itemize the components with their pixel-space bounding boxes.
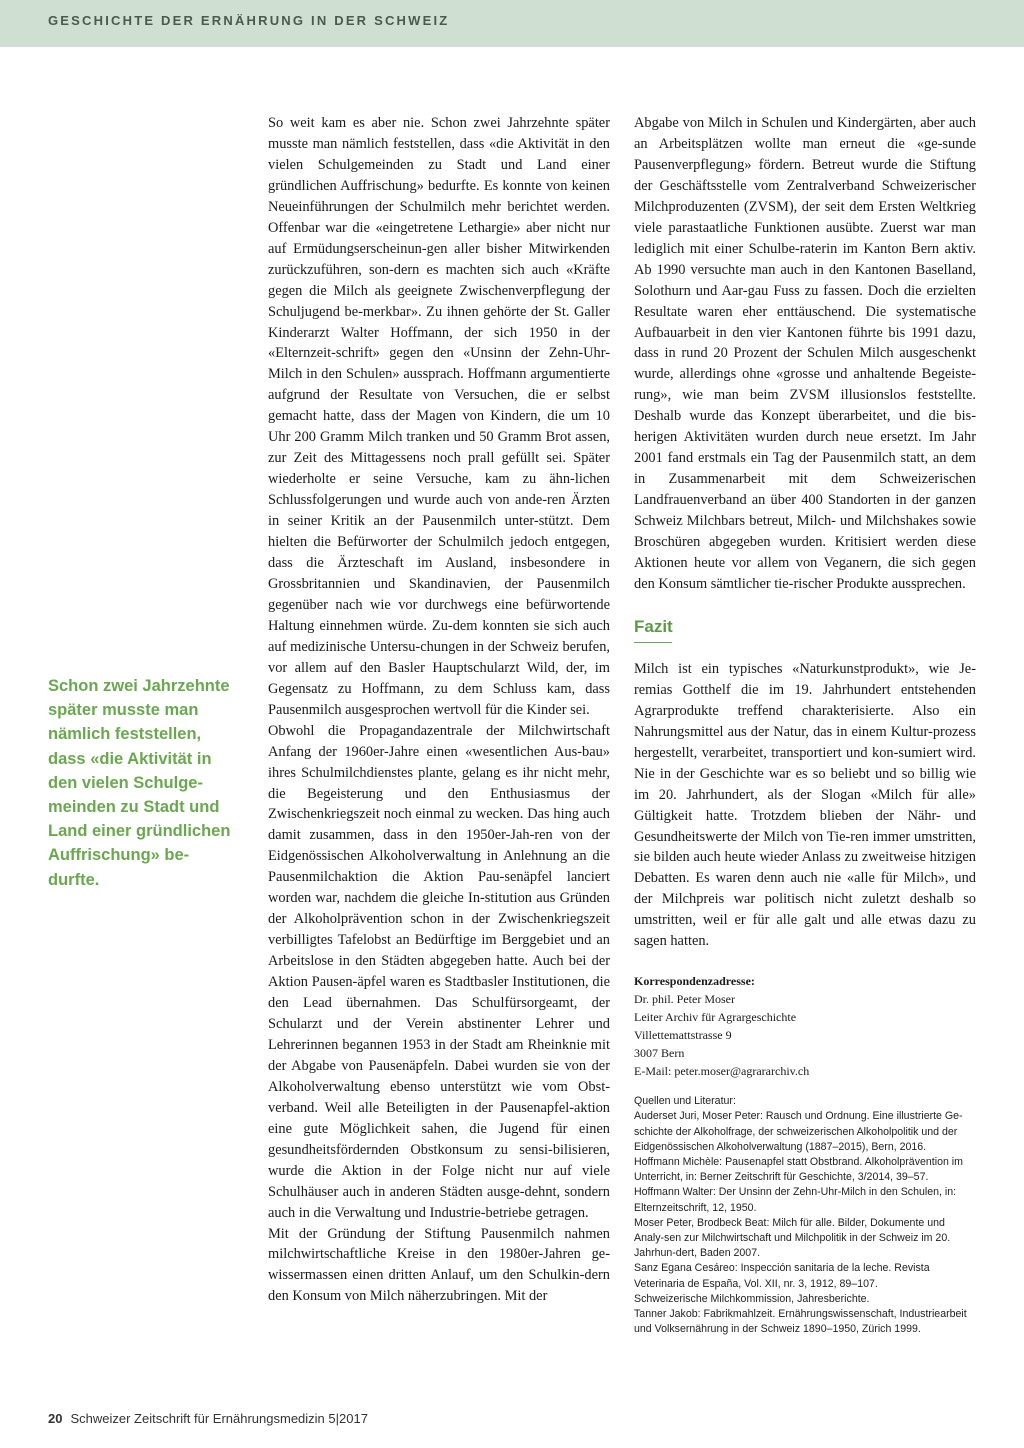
source-entry: Hoffmann Michèle: Pausenapfel statt Obstbrand. Alkoholprävention im Unterricht, in: Berner Zeitschrift für Geschichte, 3/2014, 39–57. — [634, 1156, 963, 1184]
source-entry: Schweizerische Milchkommission, Jahresberichte. — [634, 1292, 870, 1305]
paragraph: So weit kam es aber nie. Schon zwei Jahrzehnte später musste man nämlich feststellen, dass «die Aktivität in den vielen Schulgemeinden zu Stadt und Land einer gründlichen Auffrischung» bedurfte. Es konnte von keinen Neueinführungen der Schulmilch mehr berichtet werden. Offenbar war die «eingetretene Lethargie» aber nicht nur auf Ermüdungserscheinun-gen aller bisher Mitwirkenden zurückzuführen, son-dern es machten sich auch «Kräfte gegen die Milch als geeignete Zwischenverpflegung der Schuljugend be-merkbar». Zu ihnen gehörte der St. Galler Kinderarzt Walter Hoffmann, der sich 1950 in der «Elternzeit-schrift» gegen den «Unsinn der Zehn-Uhr-Milch in den Schulen» aussprach. Hoffmann argumentierte aufgrund der Resultate von Versuchen, die er selbst gemacht hatte, dass der Magen von Kindern, die um 10 Uhr 200 Gramm Milch tranken und 50 Gramm Brot assen, zur Zeit des Mittagessens noch prall gefüllt sei. Später wiederholte er seine Versuche, kam zu ähn-lichen Schlussfolgerungen und wurde auch von ande-ren Ärzten in seiner Kritik an der Pausenmilch unter-stützt. Dem hielten die Befürworter der Schulmilch jedoch entgegen, dass die Ärzteschaft im Ausland, insbesondere in Grossbritannien und Skandinavien, der Pausenmilch gegenüber nach wie vor durchwegs eine befürwortende Haltung einnehmen würde. Zu-dem konnten sie sich auch auf medizinische Untersu-chungen in der Schweiz berufen, vor allem auf den Basler Hauptschularzt Wild, der, im Gegensatz zu Hoffmann, zu dem Schluss kam, dass Pausenmilch ausgesprochen wertvoll für die Kinder sei. — [268, 115, 610, 718]
contact-block — [634, 972, 976, 1080]
fazit-section — [634, 595, 976, 643]
contact-line: Leiter Archiv für Agrargeschichte — [634, 1010, 797, 1025]
section-title: GESCHICHTE DER ERNÄHRUNG IN DER SCHWEIZ — [48, 13, 450, 28]
header-band — [0, 0, 1024, 47]
page-number: 20 — [48, 1411, 63, 1426]
article-column-right — [634, 113, 976, 1337]
source-entry: Hoffmann Walter: Der Unsinn der Zehn-Uhr-Milch in den Schulen, in: Elternzeitschrift, 12, 1950. — [634, 1186, 957, 1214]
page-footer — [48, 1411, 368, 1426]
source-entry: Auderset Juri, Moser Peter: Rausch und Ordnung. Eine illustrierte Ge-schichte der Alkoholfrage, der schweizerischen Alkoholpolitik und der Eidgenössischen Alkoholverwaltung (1887–2015), Bern, 2016. — [634, 1110, 963, 1153]
source-entry: Tanner Jakob: Fabrikmahlzeit. Ernährungswissenschaft, Industriearbeit und Volksernährung in der Schweiz 1890–1950, Zürich 1999. — [634, 1308, 967, 1336]
journal-name: Schweizer Zeitschrift für Ernährungsmedizin 5|2017 — [70, 1411, 368, 1426]
contact-line: 3007 Bern — [634, 1046, 685, 1061]
pull-quote: Schon zwei Jahrzehnte später musste man nämlich feststellen, dass «die Aktivität in den vielen Schulge-meinden zu Stadt und Land einer gründlichen Auffrischung» be-durfte. — [48, 677, 231, 889]
paragraph: Mit der Gründung der Stiftung Pausenmilch nahmen milchwirtschaftliche Kreise in den 1980er-Jahren ge-wissermassen einen dritten Anlauf, um den Schulkin-dern den Konsum von Milch näherzubringen. Mit der — [268, 1225, 610, 1305]
contact-line: Villettemattstrasse 9 — [634, 1028, 732, 1043]
article-column-middle — [268, 113, 610, 1307]
contact-line: Dr. phil. Peter Moser — [634, 992, 735, 1007]
sources-block — [634, 1094, 976, 1337]
fazit-paragraph: Milch ist ein typisches «Naturkunstprodukt», wie Je-remias Gotthelf die im 19. Jahrhundert entstehenden Agrarprodukte treffend charakterisierte. Also ein Nahrungsmittel aus der Natur, das in einem Kultur-prozess hergestellt, verarbeitet, transportiert und kon-sumiert wird. Nie in der Geschichte war es so beliebt und so billig wie im 20. Jahrhundert, als der Slogan «Milch für alle» Gültigkeit hatte. Trotzdem blieben der Nähr- und Gesundheitswerte der Milch von Tie-ren immer umstritten, sie bilden auch heute wieder Anlass zu zweitweise hitzigen Debatten. Es waren denn auch nie «alle für Milch», und der Milchpreis war politisch nicht zuletzt deshalb so umstritten, weil er für alle galt und alle etwas dazu zu sagen hatten. — [634, 660, 976, 950]
source-entry: Moser Peter, Brodbeck Beat: Milch für alle. Bilder, Dokumente und Analy-sen zur Milchwirtschaft und Milchpolitik in der Schweiz im 20. Jahrhun-dert, Baden 2007. — [634, 1216, 951, 1260]
fazit-heading: Fazit — [634, 617, 672, 643]
contact-label: Korrespondenzadresse: — [634, 974, 755, 989]
sources-label: Quellen und Literatur: — [634, 1095, 736, 1108]
source-entry: Sanz Egana Cesáreo: Inspección sanitaria de la leche. Revista Veterinaria de España, Vol. XII, nr. 3, 1912, 89–107. — [634, 1262, 930, 1290]
paragraph: Abgabe von Milch in Schulen und Kindergärten, aber auch an Arbeitsplätzen wollte man erneut die «ge-sunde Pausenverpflegung» fördern. Betreut wurde die Stiftung der Geschäftsstelle vom Zentralverband Schweizerischer Milchproduzenten (ZVSM), der seit dem Ersten Weltkrieg viele parastaatliche Funktionen ausübte. Zuerst war man lediglich mit einer Schulbe-raterin im Kanton Bern aktiv. Ab 1990 versuchte man auch in den Kantonen Baselland, Solothurn und Aar-gau Fuss zu fassen. Doch die erzielten Resultate waren eher enttäuschend. Die systematische Aufbauarbeit in den vier Kantonen führte bis 1991 dazu, dass in rund 20 Prozent der Schulen Milch ausgeschenkt wurde, allerdings ohne «grosse und anhaltende Begeiste-rung», wie man beim ZVSM illusionslos feststellte. Deshalb wurde das Konzept überarbeitet, und die bis-herigen Aktivitäten wurden durch neue ersetzt. Im Jahr 2001 fand erstmals ein Tag der Pausenmilch statt, an dem in Zusammenarbeit mit dem Schweizerischen Landfrauenverband an über 400 Standorten in der ganzen Schweiz Milchbars betreut, Milch- und Milchshakes sowie Broschüren abgegeben wurden. Kritisiert werden diese Aktionen heute vor allem von Veganern, die sich gegen den Konsum sämtlicher tie-rischer Produkte aussprechen. — [634, 115, 976, 592]
paragraph: Obwohl die Propagandazentrale der Milchwirtschaft Anfang der 1960er-Jahre einen «wesentlichen Aus-bau» ihres Schulmilchdienstes plante, gelang es ihr nicht mehr, die Begeisterung und den Enthusiasmus der Zwischenkriegszeit noch einmal zu wecken. Das hing auch damit zusammen, dass in den 1950er-Jah-ren von der Eidgenössischen Alkoholverwaltung in Anlehnung an die Pausenmilchaktion die Aktion Pau-senäpfel lanciert worden war, nachdem die gleiche In-stitution aus Gründen der Alkoholprävention schon in der Zwischenkriegszeit verbilligtes Tafelobst an Bedürftige im Berggebiet und an Arbeitslose in den Städten abgegeben hatte. Auch bei der Aktion Pausen-äpfel waren es Stadtbasler Institutionen, die den Lead übernahmen. Das Schulfürsorgeamt, der Schularzt und der Verein abstinenter Lehrer und Lehrerinnen begannen 1953 in der Stadt am Rheinknie mit der Abgabe von Pausenäpfeln. Dabei wurden sie von der Alkoholverwaltung ebenso unterstützt wie vom Obst-verband. Weil alle Beteiligten in der Pausenapfel-aktion eine gute Möglichkeit sahen, die Jugend für einen gesundheitsfördernden Obstkonsum zu sensi-bilisieren, wurde die Aktion in der Folge nicht nur auf viele Schulhäuser auch in anderen Städten ausge-dehnt, sondern auch in die Verwaltung und Industrie-betriebe getragen. — [268, 722, 610, 1221]
contact-email: E-Mail: peter.moser@agrararchiv.ch — [634, 1064, 810, 1079]
